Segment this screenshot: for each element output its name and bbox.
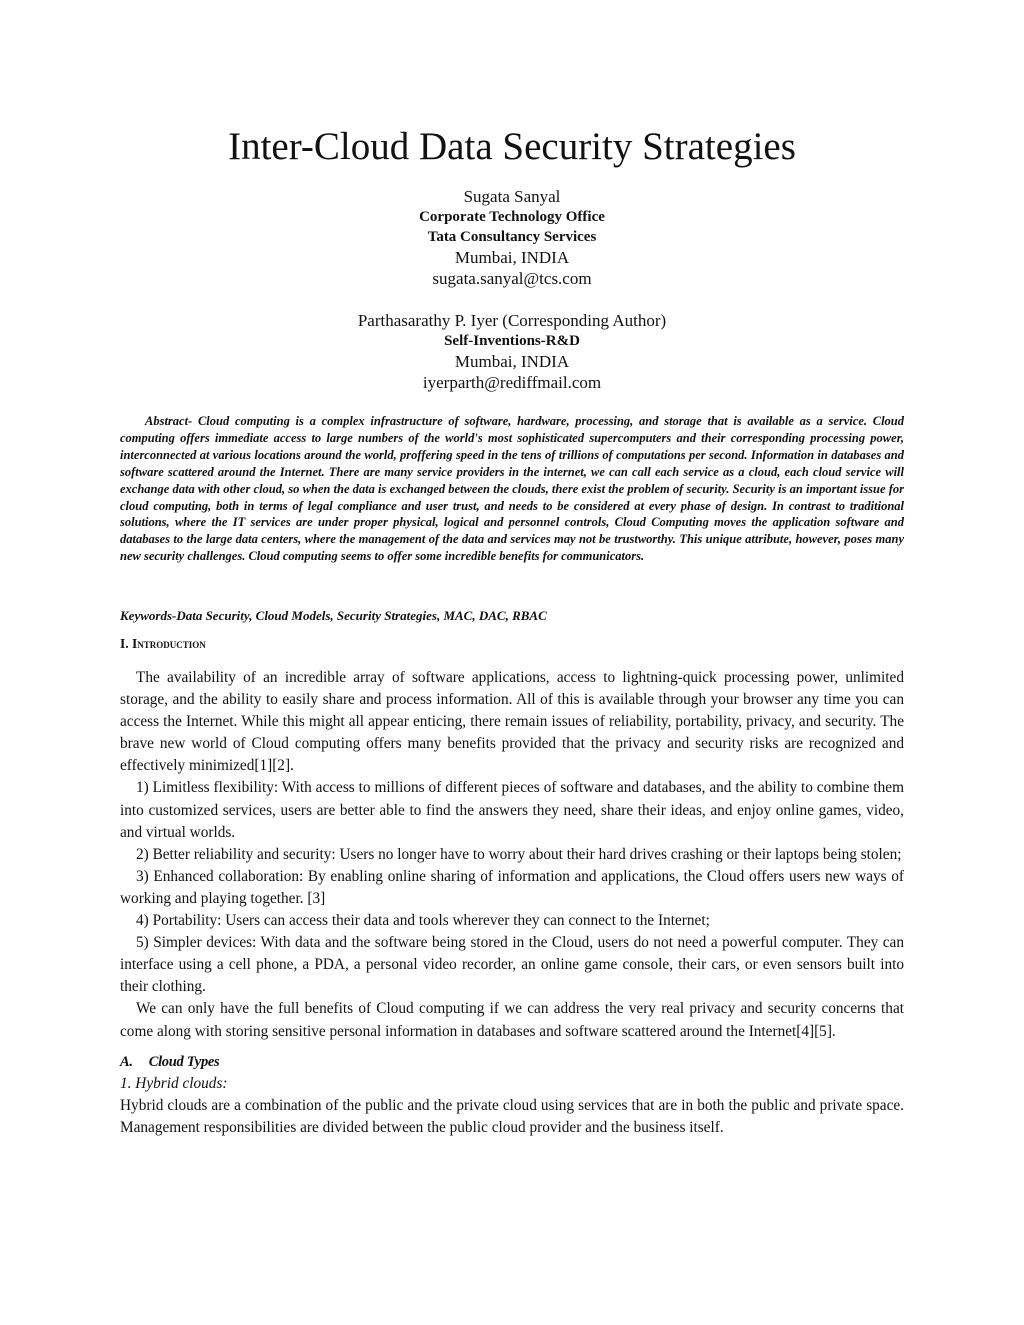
list-item: 4) Portability: Users can access their data and tools wherever they can connect to the Internet; [136, 912, 710, 930]
list-item: 5) Simpler devices: With data and the software being stored in the Cloud, users do not need a powerful computer. They can interface using a cell phone, a PDA, a personal video recorder, an online game console, their cars, or even sensors built into their clothing. [120, 934, 904, 996]
paper-title: Inter-Cloud Data Security Strategies [228, 125, 796, 168]
author-location: Mumbai, INDIA [454, 248, 570, 267]
author-name: Sugata Sanyal [463, 187, 561, 206]
section-number: I. [120, 636, 129, 651]
list-item: 3) Enhanced collaboration: By enabling online sharing of information and applications, the Cloud offers users new ways of working and playing together. [3] [120, 867, 904, 907]
author-name: Parthasarathy P. Iyer (Corresponding Author) [357, 311, 667, 330]
paragraph: The availability of an incredible array of software applications, access to lightning-quick processing power, unlimited storage, and the ability to easily share and process information. All of this is available through your browser any time you can access the Internet. While this might all appear enticing, there remain issues of reliability, portability, privacy, and security. The brave new world of Cloud computing offers many benefits provided that the privacy and security risks are recognized and effectively minimized[1][2]. [120, 669, 904, 775]
author-location: Mumbai, INDIA [454, 352, 570, 371]
author-dept: Self-Inventions-R&D [444, 333, 580, 349]
keywords: Keywords-Data Security, Cloud Models, Security Strategies, MAC, DAC, RBAC [120, 608, 547, 623]
abstract: Abstract- Cloud computing is a complex infrastructure of software, hardware, processing, and storage that is available as a service. Cloud computing offers immediate access to large numbers of the world's most sophisticated supercomputers and their corresponding processing power, interconnected at various locations around the world, proffering speed in the tens of trillions of computations per second. Information in databases and software scattered around the Internet. There are many service providers in the internet, we can call each service as a cloud, each cloud service will exchange data with other cloud, so when the data is exchanged between the clouds, there exist the problem of security. Security is an important issue for cloud computing, both in terms of legal compliance and user trust, and needs to be considered at every phase of design. In contrast to traditional solutions, where the IT services are under proper physical, logical and personnel controls, Cloud Computing moves the application software and databases to the large data centers, where the management of the data and services may not be trustworthy. This unique attribute, however, poses many new security challenges. Cloud computing seems to offer some incredible benefits for communicators. [120, 414, 904, 564]
section-title: Introduction [132, 636, 206, 651]
author-block [120, 186, 904, 393]
subsubsection-heading: 1. Hybrid clouds: [120, 1074, 228, 1092]
list-item: 1) Limitless flexibility: With access to millions of different pieces of software and databases, and the ability to combine them into customized services, users are better able to find the answers they need, share their ideas, and enjoy online games, video, and virtual worlds. [120, 779, 904, 841]
subsection-title: Cloud Types [148, 1053, 220, 1070]
section-heading-introduction [120, 636, 206, 652]
paragraph: We can only have the full benefits of Cloud computing if we can address the very real privacy and security concerns that come along with storing sensitive personal information in databases and software scattered around the Internet[4][5]. [120, 1000, 904, 1040]
author-1 [120, 186, 904, 289]
list-item: 2) Better reliability and security: Users no longer have to worry about their hard drives crashing or their laptops being stolen; [136, 845, 902, 863]
paragraph: Hybrid clouds are a combination of the public and the private cloud using services that are in both the public and private space. Management responsibilities are divided between the public cloud provider and the business itself. [120, 1096, 904, 1136]
subsection-letter: A. [120, 1053, 133, 1070]
author-2 [120, 310, 904, 393]
subsection-heading-cloud-types [120, 1051, 904, 1073]
author-email: iyerparth@rediffmail.com [422, 373, 602, 392]
introduction-body [120, 667, 904, 1139]
author-org: Tata Consultancy Services [427, 229, 597, 245]
author-dept: Corporate Technology Office [419, 209, 605, 225]
author-email: sugata.sanyal@tcs.com [432, 269, 592, 288]
